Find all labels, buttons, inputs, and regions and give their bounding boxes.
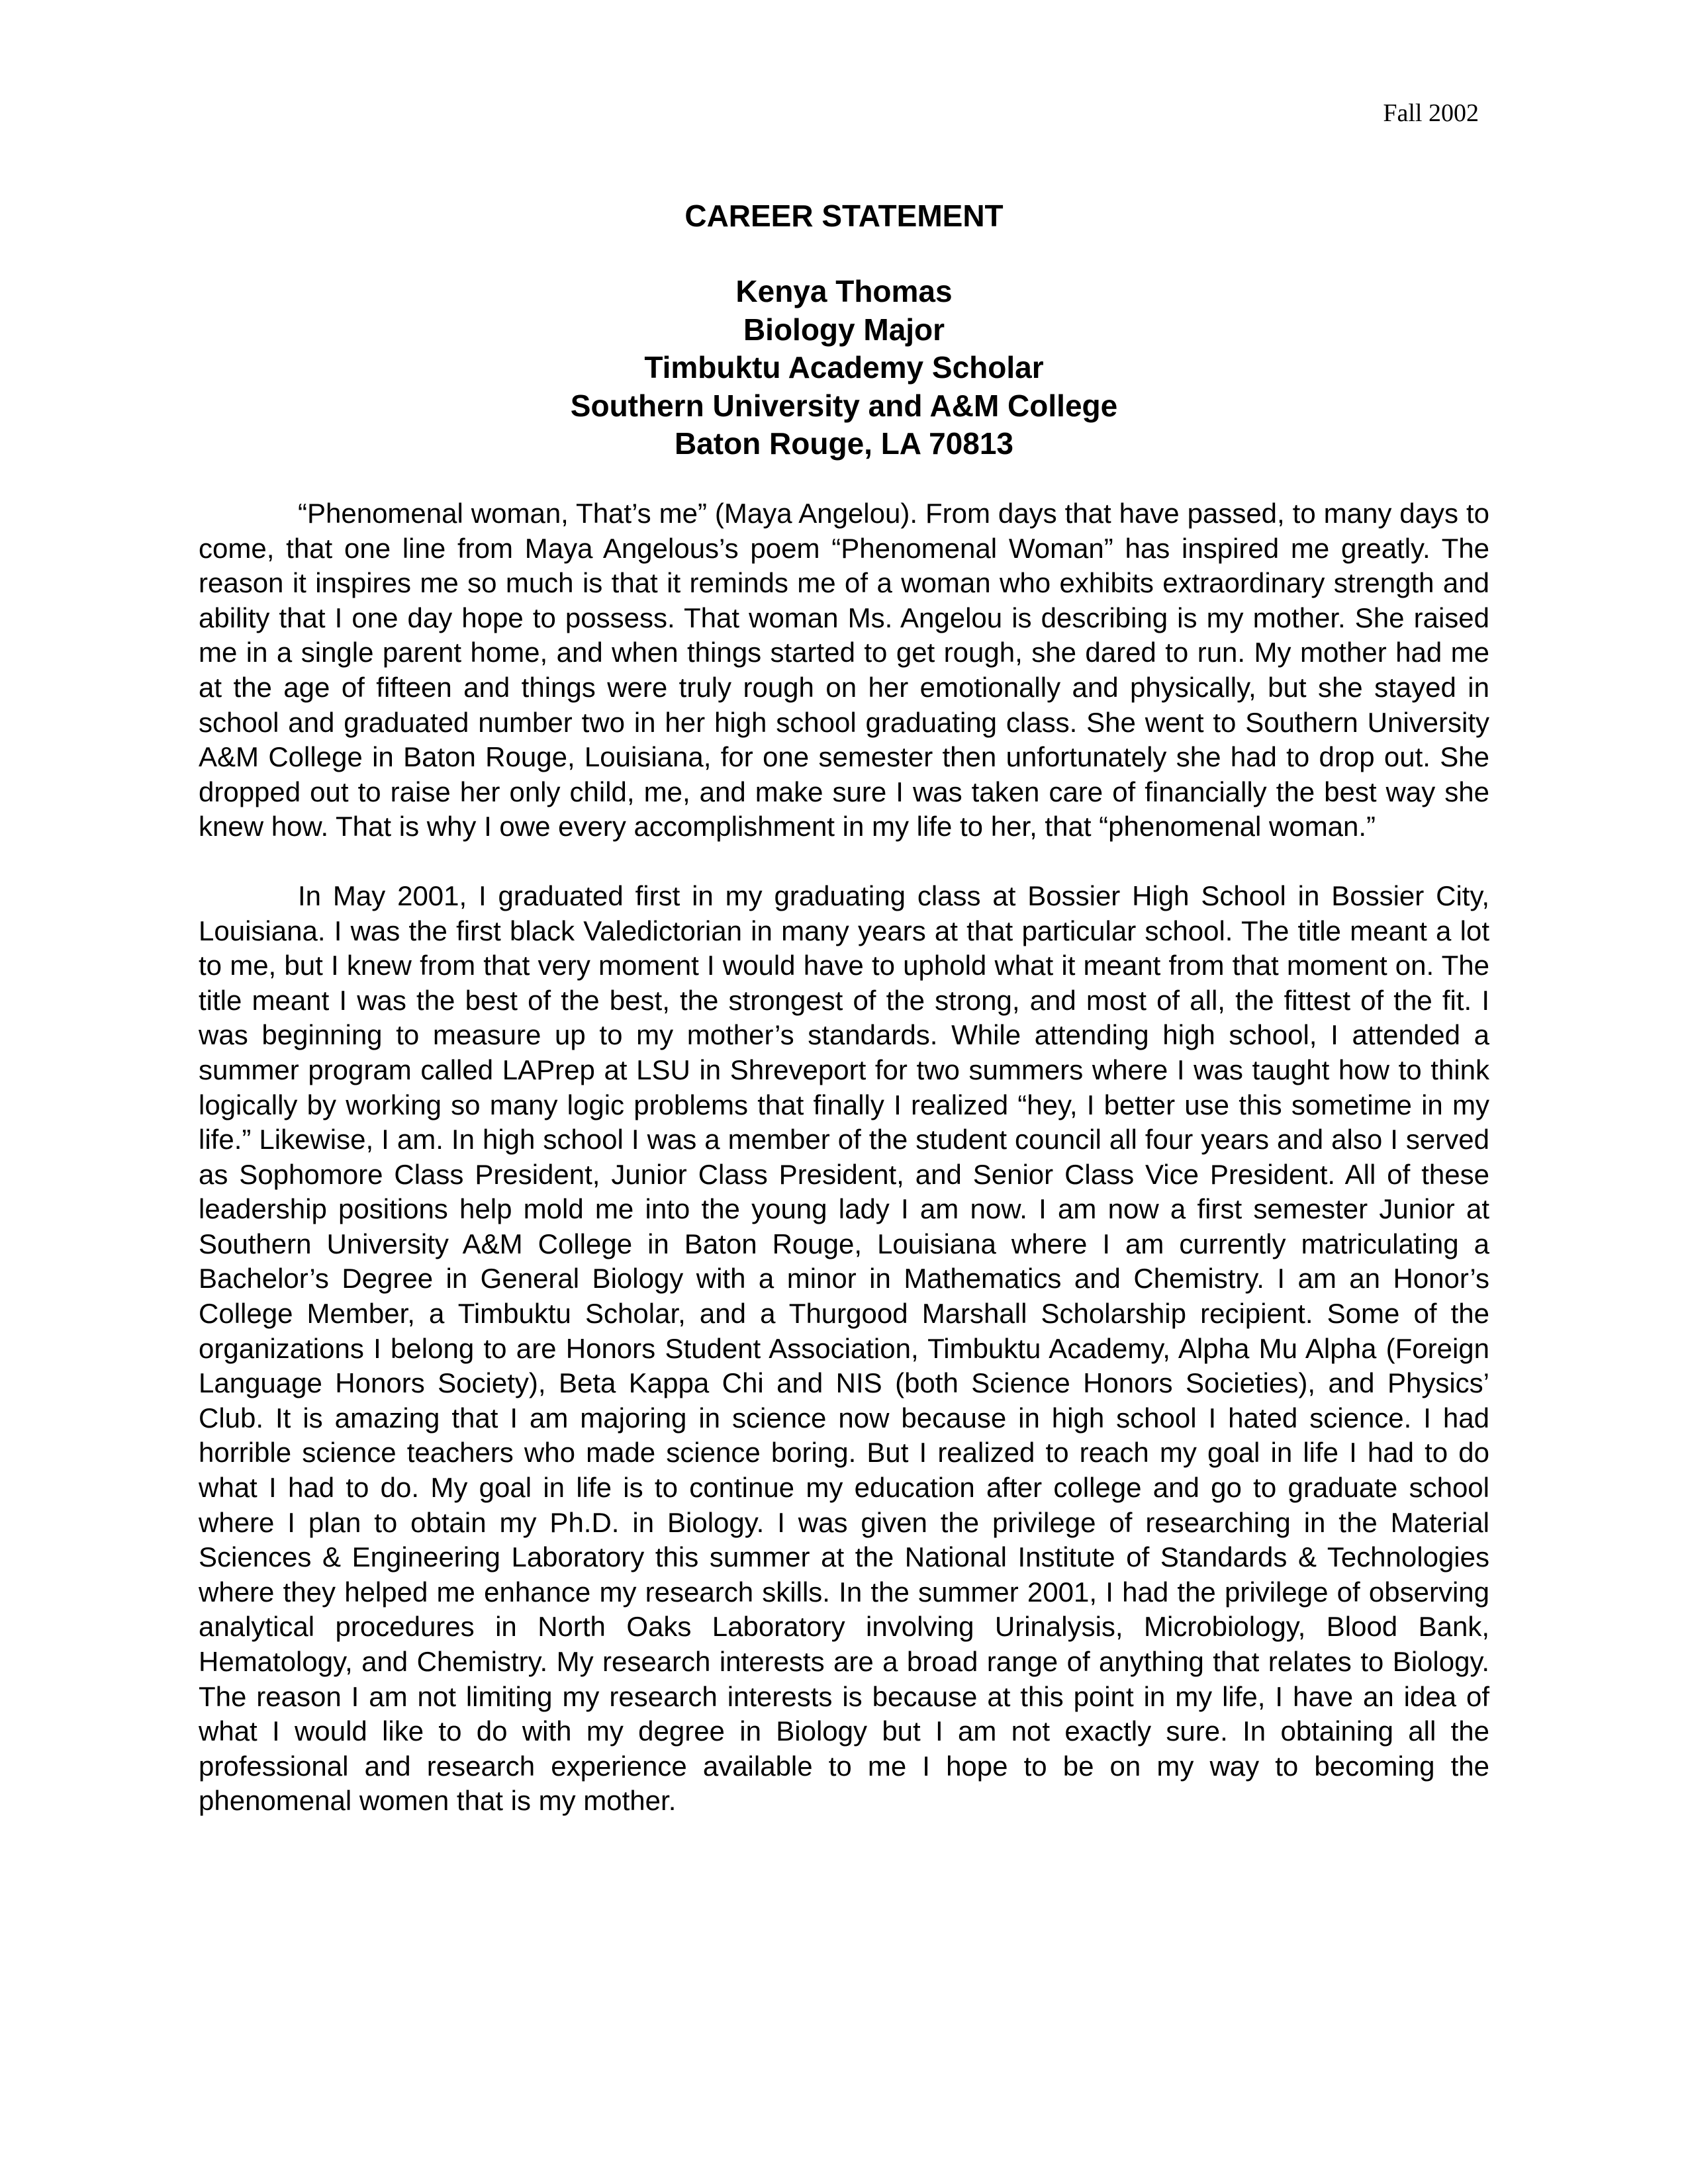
author-block (0, 273, 1688, 463)
statement-body (199, 496, 1489, 1819)
author-major: Biology Major (743, 312, 945, 347)
document-date: Fall 2002 (1383, 99, 1479, 127)
author-name: Kenya Thomas (735, 274, 953, 308)
author-location: Baton Rouge, LA 70813 (674, 426, 1014, 461)
author-program: Timbuktu Academy Scholar (644, 350, 1044, 385)
document-title: CAREER STATEMENT (684, 199, 1004, 233)
author-institution: Southern University and A&M College (570, 388, 1118, 423)
body-paragraph: In May 2001, I graduated first in my graduating class at Bossier High School in Bossier City, Louisiana. I was the first black Valedictorian in many years at that particular school. The title meant a lot to me, but I knew from that very moment I would have to uphold what it meant from that moment on. The title meant I was the best of the best, the strongest of the strong, and most of all, the fittest of the fit. I was beginning to measure up to my mother’s standards. While attending high school, I attended a summer program called LAPrep at LSU in Shreveport for two summers where I was taught how to think logically by working so many logic problems that finally I realized “hey, I better use this sometime in my life.” Likewise, I am. In high school I was a member of the student council all four years and also I served as Sophomore Class President, Junior Class President, and Senior Class Vice President. All of these leadership positions help mold me into the young lady I am now. I am now a first semester Junior at Southern University A&M College in Baton Rouge, Louisiana where I am currently matriculating a Bachelor’s Degree in General Biology with a minor in Mathematics and Chemistry. I am an Honor’s College Member, a Timbuktu Scholar, and a Thurgood Marshall Scholarship recipient. Some of the organizations I belong to are Honors Student Association, Timbuktu Academy, Alpha Mu Alpha (Foreign Language Honors Society), Beta Kappa Chi and NIS (both Science Honors Societies), and Physics’ Club. It is amazing that I am majoring in science now because in high school I hated science. I had horrible science teachers who made science boring. But I realized to reach my goal in life I had to do what I had to do. My goal in life is to continue my education after college and go to graduate school where I plan to obtain my Ph.D. in Biology. I was given the privilege of researching in the Material Sciences & Engineering Laboratory this summer at the National Institute of Standards & Technologies where they helped me enhance my research skills. In the summer 2001, I had the privilege of observing analytical procedures in North Oaks Laboratory involving Urinalysis, Microbiology, Blood Bank, Hematology, and Chemistry. My research interests are a broad range of anything that relates to Biology. The reason I am not limiting my research interests is because at this point in my life, I have an idea of what I would like to do with my degree in Biology but I am not exactly sure. In obtaining all the professional and research experience available to me I hope to be on my way to becoming the phenomenal women that is my mother. (199, 880, 1489, 1817)
body-paragraph: “Phenomenal woman, That’s me” (Maya Angelou). From days that have passed, to many days to come, that one line from Maya Angelous’s poem “Phenomenal Woman” has inspired me greatly. The reason it inspires me so much is that it reminds me of a woman who exhibits extraordinary strength and ability that I one day hope to possess. That woman Ms. Angelou is describing is my mother. She raised me in a single parent home, and when things started to get rough, she dared to run. My mother had me at the age of fifteen and things were truly rough on her emotionally and physically, but she stayed in school and graduated number two in her high school graduating class. She went to Southern University A&M College in Baton Rouge, Louisiana, for one semester then unfortunately she had to drop out. She dropped out to raise her only child, me, and make sure I was taken care of financially the best way she knew how. That is why I owe every accomplishment in my life to her, that “phenomenal woman.” (199, 498, 1489, 842)
